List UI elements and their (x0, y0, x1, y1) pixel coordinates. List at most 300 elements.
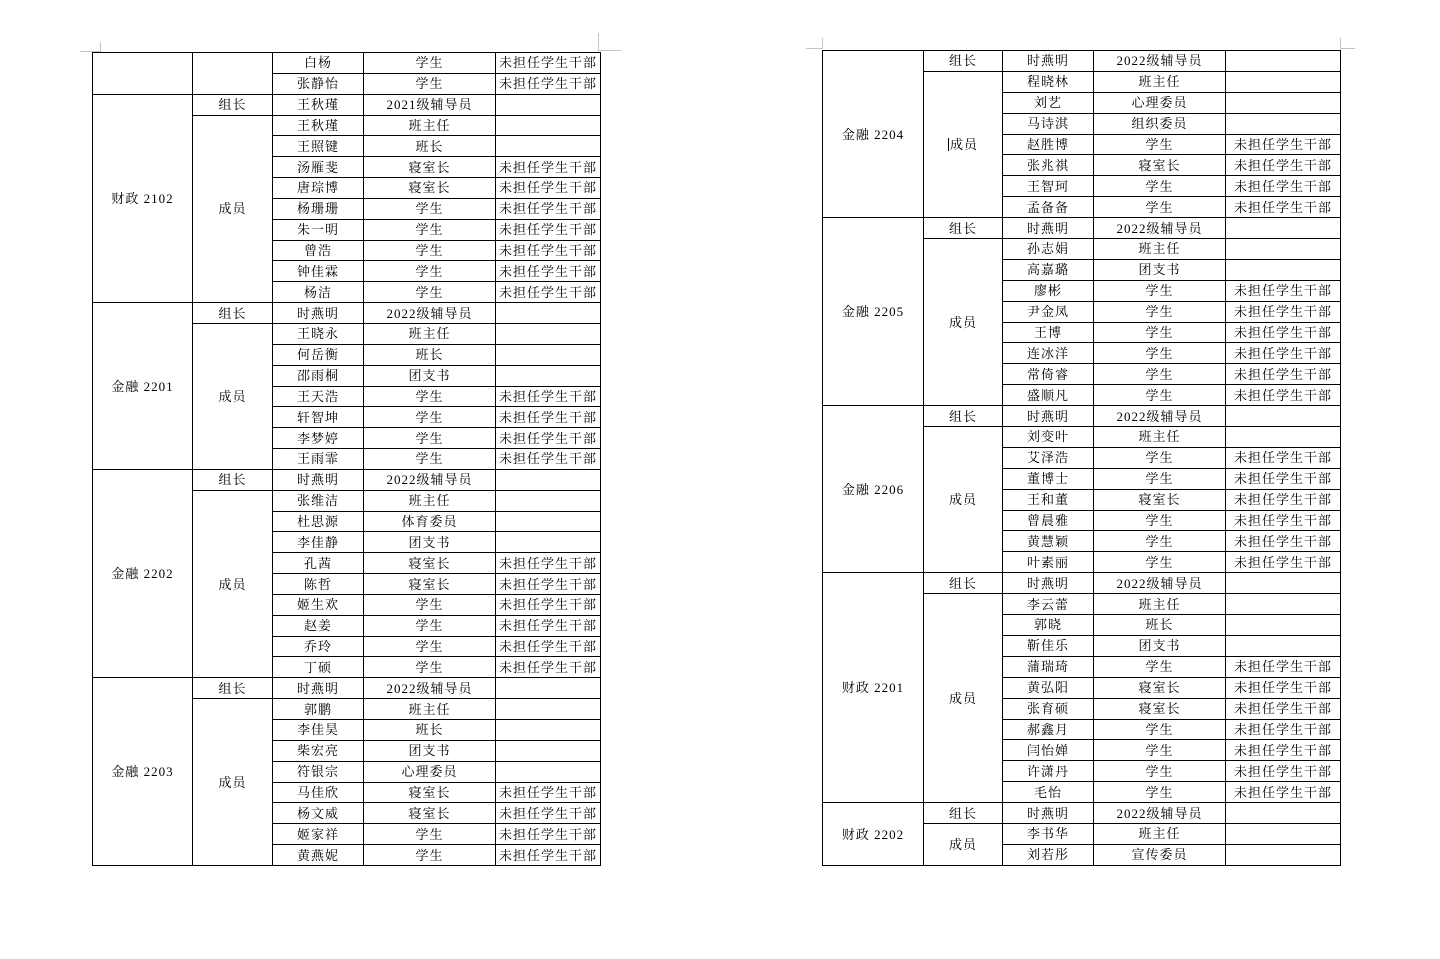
status-cell[interactable] (496, 323, 601, 344)
class-name-cell[interactable] (93, 469, 193, 677)
name-cell[interactable] (273, 115, 364, 136)
name-cell-text: 刘艺 (1033, 95, 1062, 111)
role-cell[interactable] (1094, 427, 1226, 448)
status-cell[interactable] (496, 511, 601, 532)
status-cell[interactable] (496, 490, 601, 511)
role-cell[interactable] (364, 594, 496, 615)
name-cell[interactable] (1003, 322, 1094, 343)
role-cell[interactable] (364, 511, 496, 532)
name-cell[interactable] (1003, 239, 1094, 260)
name-cell[interactable] (273, 386, 364, 407)
role-cell[interactable] (364, 94, 496, 115)
name-cell[interactable] (1003, 92, 1094, 113)
role-cell[interactable] (1094, 51, 1226, 72)
role-cell[interactable] (364, 490, 496, 511)
status-cell[interactable] (496, 553, 601, 574)
role-cell[interactable] (364, 115, 496, 136)
name-cell[interactable] (273, 657, 364, 678)
status-cell[interactable] (496, 428, 601, 449)
status-cell[interactable] (1226, 71, 1341, 92)
name-cell[interactable] (273, 553, 364, 574)
status-cell[interactable] (496, 469, 601, 490)
status-cell[interactable] (1226, 92, 1341, 113)
status-cell[interactable] (1226, 239, 1341, 260)
name-cell[interactable] (273, 532, 364, 553)
role-cell[interactable] (1094, 197, 1226, 218)
class-name-cell[interactable] (823, 803, 924, 866)
role-cell[interactable] (1094, 385, 1226, 406)
status-cell[interactable] (1226, 656, 1341, 677)
status-cell[interactable] (496, 845, 601, 866)
section-label-cell[interactable] (193, 53, 273, 95)
name-cell[interactable] (273, 157, 364, 178)
name-cell[interactable] (273, 282, 364, 303)
name-cell[interactable] (1003, 573, 1094, 594)
status-cell[interactable] (496, 73, 601, 94)
name-cell-text: 李云蕾 (1026, 596, 1069, 612)
role-cell[interactable] (1094, 552, 1226, 573)
status-cell[interactable] (1226, 615, 1341, 636)
role-cell[interactable] (364, 240, 496, 261)
status-cell[interactable] (496, 615, 601, 636)
role-cell[interactable] (364, 407, 496, 428)
role-cell[interactable] (1094, 134, 1226, 155)
section-label-cell[interactable] (924, 823, 1003, 865)
status-cell[interactable] (1226, 155, 1341, 176)
roster-table-page-1 (92, 52, 601, 866)
status-cell[interactable] (1226, 134, 1341, 155)
section-label-cell[interactable] (924, 406, 1003, 427)
name-cell[interactable] (1003, 113, 1094, 134)
section-label-cell-text: 组长 (948, 408, 977, 424)
role-cell[interactable] (364, 720, 496, 741)
role-cell[interactable] (364, 261, 496, 282)
role-cell[interactable] (1094, 803, 1226, 824)
class-name-cell[interactable] (823, 573, 924, 803)
name-cell[interactable] (273, 824, 364, 845)
name-cell[interactable] (273, 94, 364, 115)
role-cell[interactable] (364, 178, 496, 199)
role-cell-text: 学生 (415, 639, 444, 655)
role-cell[interactable] (1094, 531, 1226, 552)
role-cell[interactable] (1094, 322, 1226, 343)
status-cell[interactable] (496, 407, 601, 428)
status-cell[interactable] (496, 136, 601, 157)
name-cell[interactable] (273, 803, 364, 824)
name-cell[interactable] (1003, 197, 1094, 218)
status-cell[interactable] (496, 803, 601, 824)
name-cell[interactable] (1003, 218, 1094, 239)
name-cell[interactable] (273, 594, 364, 615)
name-cell[interactable] (273, 740, 364, 761)
name-cell[interactable] (273, 636, 364, 657)
status-cell[interactable] (496, 94, 601, 115)
status-cell[interactable] (496, 699, 601, 720)
role-cell[interactable] (364, 53, 496, 74)
role-cell[interactable] (1094, 468, 1226, 489)
role-cell[interactable] (364, 532, 496, 553)
status-cell[interactable] (1226, 113, 1341, 134)
name-cell[interactable] (1003, 71, 1094, 92)
name-cell[interactable] (273, 449, 364, 470)
section-label-cell[interactable] (924, 573, 1003, 594)
name-cell[interactable] (273, 511, 364, 532)
status-cell[interactable] (1226, 531, 1341, 552)
role-cell[interactable] (364, 323, 496, 344)
status-cell[interactable] (1226, 259, 1341, 280)
status-cell[interactable] (1226, 406, 1341, 427)
name-cell[interactable] (273, 303, 364, 324)
status-cell[interactable] (1226, 761, 1341, 782)
name-cell[interactable] (273, 782, 364, 803)
status-cell[interactable] (1226, 594, 1341, 615)
role-cell[interactable] (364, 386, 496, 407)
role-cell[interactable] (364, 469, 496, 490)
name-cell[interactable] (1003, 364, 1094, 385)
status-cell[interactable] (496, 636, 601, 657)
status-cell[interactable] (1226, 385, 1341, 406)
status-cell[interactable] (1226, 280, 1341, 301)
section-label-cell[interactable] (193, 115, 273, 303)
name-cell[interactable] (1003, 259, 1094, 280)
role-cell[interactable] (364, 449, 496, 470)
section-label-cell[interactable] (924, 427, 1003, 573)
role-cell[interactable] (1094, 823, 1226, 844)
role-cell[interactable] (1094, 259, 1226, 280)
section-label-cell[interactable] (193, 303, 273, 324)
name-cell[interactable] (1003, 803, 1094, 824)
name-cell[interactable] (1003, 677, 1094, 698)
role-cell[interactable] (364, 365, 496, 386)
role-cell[interactable] (1094, 489, 1226, 510)
role-cell[interactable] (1094, 280, 1226, 301)
role-cell[interactable] (1094, 71, 1226, 92)
status-cell[interactable] (1226, 176, 1341, 197)
role-cell[interactable] (364, 303, 496, 324)
name-cell-text: 丁硕 (303, 659, 332, 675)
status-cell[interactable] (496, 53, 601, 74)
role-cell[interactable] (364, 636, 496, 657)
status-cell[interactable] (496, 198, 601, 219)
class-name-cell[interactable] (823, 218, 924, 406)
table-row (823, 218, 1341, 239)
role-cell[interactable] (1094, 698, 1226, 719)
status-cell[interactable] (496, 261, 601, 282)
status-cell-text: 未担任学生干部 (498, 159, 597, 175)
status-cell[interactable] (1226, 343, 1341, 364)
class-name-cell[interactable] (93, 303, 193, 470)
name-cell[interactable] (273, 678, 364, 699)
name-cell[interactable] (1003, 594, 1094, 615)
name-cell-text: 时燕明 (296, 305, 339, 321)
status-cell[interactable] (496, 740, 601, 761)
name-cell-text: 符银宗 (296, 764, 339, 780)
name-cell[interactable] (273, 469, 364, 490)
table-row (823, 51, 1341, 72)
role-cell[interactable] (364, 136, 496, 157)
role-cell[interactable] (364, 740, 496, 761)
name-cell[interactable] (273, 428, 364, 449)
status-cell[interactable] (496, 449, 601, 470)
role-cell[interactable] (364, 782, 496, 803)
role-cell[interactable] (1094, 301, 1226, 322)
name-cell[interactable] (1003, 301, 1094, 322)
role-cell[interactable] (364, 344, 496, 365)
role-cell[interactable] (364, 157, 496, 178)
role-cell-text: 2022级辅导员 (386, 472, 473, 488)
role-cell[interactable] (1094, 239, 1226, 260)
class-name-cell[interactable] (93, 94, 193, 302)
name-cell[interactable] (1003, 489, 1094, 510)
name-cell[interactable] (1003, 698, 1094, 719)
name-cell[interactable] (1003, 823, 1094, 844)
name-cell[interactable] (1003, 343, 1094, 364)
status-cell[interactable] (1226, 552, 1341, 573)
role-cell[interactable] (1094, 656, 1226, 677)
role-cell[interactable] (1094, 615, 1226, 636)
section-label-cell[interactable] (924, 803, 1003, 824)
status-cell[interactable] (1226, 489, 1341, 510)
status-cell[interactable] (496, 678, 601, 699)
status-cell[interactable] (496, 594, 601, 615)
status-cell[interactable] (496, 532, 601, 553)
role-cell[interactable] (1094, 635, 1226, 656)
status-cell[interactable] (1226, 698, 1341, 719)
status-cell[interactable] (1226, 218, 1341, 239)
name-cell[interactable] (1003, 406, 1094, 427)
section-label-cell[interactable] (193, 490, 273, 678)
status-cell-text: 未担任学生干部 (1233, 157, 1332, 173)
name-cell-text: 刘变叶 (1026, 429, 1069, 445)
role-cell[interactable] (364, 615, 496, 636)
name-cell[interactable] (1003, 280, 1094, 301)
role-cell[interactable] (1094, 155, 1226, 176)
role-cell[interactable] (1094, 113, 1226, 134)
name-cell[interactable] (1003, 552, 1094, 573)
section-label-cell[interactable] (193, 323, 273, 469)
status-cell[interactable] (1226, 635, 1341, 656)
status-cell[interactable] (496, 720, 601, 741)
name-cell[interactable] (273, 720, 364, 741)
name-cell[interactable] (273, 178, 364, 199)
name-cell-text: 郝鑫月 (1026, 721, 1069, 737)
name-cell-text: 杨珊珊 (296, 201, 339, 217)
role-cell[interactable] (364, 657, 496, 678)
name-cell[interactable] (1003, 427, 1094, 448)
name-cell[interactable] (273, 73, 364, 94)
role-cell[interactable] (1094, 447, 1226, 468)
name-cell[interactable] (1003, 740, 1094, 761)
status-cell[interactable] (496, 344, 601, 365)
section-label-cell-text: 成员 (218, 576, 247, 592)
role-cell[interactable] (1094, 677, 1226, 698)
name-cell[interactable] (1003, 134, 1094, 155)
name-cell-text: 王秋瑾 (296, 117, 339, 133)
status-cell[interactable] (496, 115, 601, 136)
role-cell-text: 寝室长 (408, 576, 451, 592)
name-cell[interactable] (273, 845, 364, 866)
status-cell[interactable] (496, 178, 601, 199)
name-cell-text: 连冰洋 (1026, 345, 1069, 361)
name-cell[interactable] (1003, 615, 1094, 636)
name-cell-text: 程晓林 (1026, 74, 1069, 90)
name-cell-text: 孙志娟 (1026, 241, 1069, 257)
section-label-cell[interactable] (924, 218, 1003, 239)
name-cell[interactable] (1003, 510, 1094, 531)
section-label-cell[interactable] (924, 594, 1003, 803)
name-cell-text: 时燕明 (1026, 53, 1069, 69)
status-cell[interactable] (496, 365, 601, 386)
name-cell[interactable] (1003, 782, 1094, 803)
section-label-cell[interactable] (193, 699, 273, 866)
role-cell[interactable] (1094, 719, 1226, 740)
role-cell[interactable] (1094, 844, 1226, 865)
status-cell[interactable] (496, 761, 601, 782)
section-label-cell-text: 成员 (218, 774, 247, 790)
class-name-cell[interactable] (823, 406, 924, 573)
section-label-cell[interactable] (193, 678, 273, 699)
name-cell[interactable] (1003, 385, 1094, 406)
role-cell[interactable] (364, 198, 496, 219)
name-cell[interactable] (1003, 51, 1094, 72)
role-cell[interactable] (1094, 92, 1226, 113)
role-cell[interactable] (364, 678, 496, 699)
status-cell[interactable] (496, 240, 601, 261)
status-cell[interactable] (496, 574, 601, 595)
role-cell[interactable] (1094, 740, 1226, 761)
section-label-cell[interactable] (924, 71, 1003, 217)
role-cell-text: 班主任 (1138, 596, 1181, 612)
section-label-cell-text: 成员 (218, 201, 247, 217)
status-cell[interactable] (1226, 301, 1341, 322)
role-cell[interactable] (364, 803, 496, 824)
role-cell[interactable] (364, 761, 496, 782)
section-label-cell[interactable] (193, 469, 273, 490)
name-cell-text: 李书华 (1026, 826, 1069, 842)
role-cell[interactable] (1094, 510, 1226, 531)
section-label-cell-text: 组长 (218, 305, 247, 321)
name-cell[interactable] (1003, 635, 1094, 656)
role-cell[interactable] (364, 824, 496, 845)
name-cell[interactable] (273, 365, 364, 386)
section-label-cell[interactable] (193, 94, 273, 115)
status-cell[interactable] (496, 386, 601, 407)
name-cell[interactable] (1003, 176, 1094, 197)
role-cell[interactable] (1094, 364, 1226, 385)
name-cell[interactable] (1003, 447, 1094, 468)
section-label-cell[interactable] (924, 239, 1003, 406)
class-name-cell[interactable] (93, 678, 193, 866)
name-cell[interactable] (273, 261, 364, 282)
role-cell[interactable] (1094, 761, 1226, 782)
status-cell[interactable] (496, 219, 601, 240)
status-cell[interactable] (496, 303, 601, 324)
status-cell[interactable] (1226, 468, 1341, 489)
role-cell[interactable] (1094, 406, 1226, 427)
name-cell[interactable] (273, 574, 364, 595)
name-cell[interactable] (1003, 531, 1094, 552)
name-cell[interactable] (1003, 155, 1094, 176)
class-name-cell[interactable] (823, 51, 924, 218)
status-cell[interactable] (1226, 677, 1341, 698)
role-cell[interactable] (364, 574, 496, 595)
status-cell[interactable] (1226, 510, 1341, 531)
name-cell-text: 张兆祺 (1026, 157, 1069, 173)
class-name-cell[interactable] (93, 53, 193, 95)
status-cell[interactable] (1226, 782, 1341, 803)
status-cell[interactable] (496, 157, 601, 178)
role-cell[interactable] (1094, 176, 1226, 197)
status-cell[interactable] (496, 782, 601, 803)
status-cell[interactable] (1226, 427, 1341, 448)
status-cell[interactable] (1226, 740, 1341, 761)
status-cell[interactable] (1226, 364, 1341, 385)
role-cell[interactable] (364, 282, 496, 303)
name-cell[interactable] (273, 490, 364, 511)
status-cell[interactable] (1226, 447, 1341, 468)
role-cell[interactable] (364, 73, 496, 94)
name-cell-text: 常倚睿 (1026, 366, 1069, 382)
name-cell[interactable] (273, 198, 364, 219)
role-cell-text: 学生 (1145, 304, 1174, 320)
status-cell[interactable] (496, 657, 601, 678)
status-cell[interactable] (1226, 197, 1341, 218)
role-cell[interactable] (364, 699, 496, 720)
status-cell[interactable] (1226, 823, 1341, 844)
name-cell[interactable] (273, 136, 364, 157)
name-cell[interactable] (273, 407, 364, 428)
status-cell[interactable] (1226, 322, 1341, 343)
status-cell[interactable] (1226, 51, 1341, 72)
role-cell[interactable] (1094, 218, 1226, 239)
role-cell[interactable] (364, 553, 496, 574)
role-cell-text: 学生 (415, 618, 444, 634)
role-cell-text: 寝室长 (1138, 701, 1181, 717)
margin-crop-mark-icon (1340, 38, 1355, 49)
status-cell[interactable] (1226, 573, 1341, 594)
role-cell-text: 寝室长 (408, 159, 451, 175)
name-cell[interactable] (273, 240, 364, 261)
role-cell[interactable] (1094, 343, 1226, 364)
name-cell[interactable] (1003, 656, 1094, 677)
status-cell[interactable] (1226, 719, 1341, 740)
name-cell[interactable] (1003, 468, 1094, 489)
section-label-cell[interactable] (924, 51, 1003, 72)
name-cell[interactable] (1003, 844, 1094, 865)
name-cell[interactable] (273, 323, 364, 344)
name-cell[interactable] (273, 219, 364, 240)
role-cell[interactable] (1094, 573, 1226, 594)
name-cell[interactable] (1003, 761, 1094, 782)
status-cell[interactable] (1226, 803, 1341, 824)
status-cell[interactable] (496, 282, 601, 303)
role-cell[interactable] (1094, 594, 1226, 615)
status-cell[interactable] (496, 824, 601, 845)
name-cell[interactable] (273, 53, 364, 74)
role-cell[interactable] (364, 428, 496, 449)
name-cell[interactable] (273, 344, 364, 365)
name-cell[interactable] (273, 615, 364, 636)
name-cell[interactable] (273, 699, 364, 720)
status-cell-text: 未担任学生干部 (498, 805, 597, 821)
role-cell[interactable] (364, 845, 496, 866)
status-cell[interactable] (1226, 844, 1341, 865)
name-cell[interactable] (1003, 719, 1094, 740)
role-cell[interactable] (1094, 782, 1226, 803)
role-cell-text: 学生 (415, 409, 444, 425)
role-cell[interactable] (364, 219, 496, 240)
name-cell[interactable] (273, 761, 364, 782)
